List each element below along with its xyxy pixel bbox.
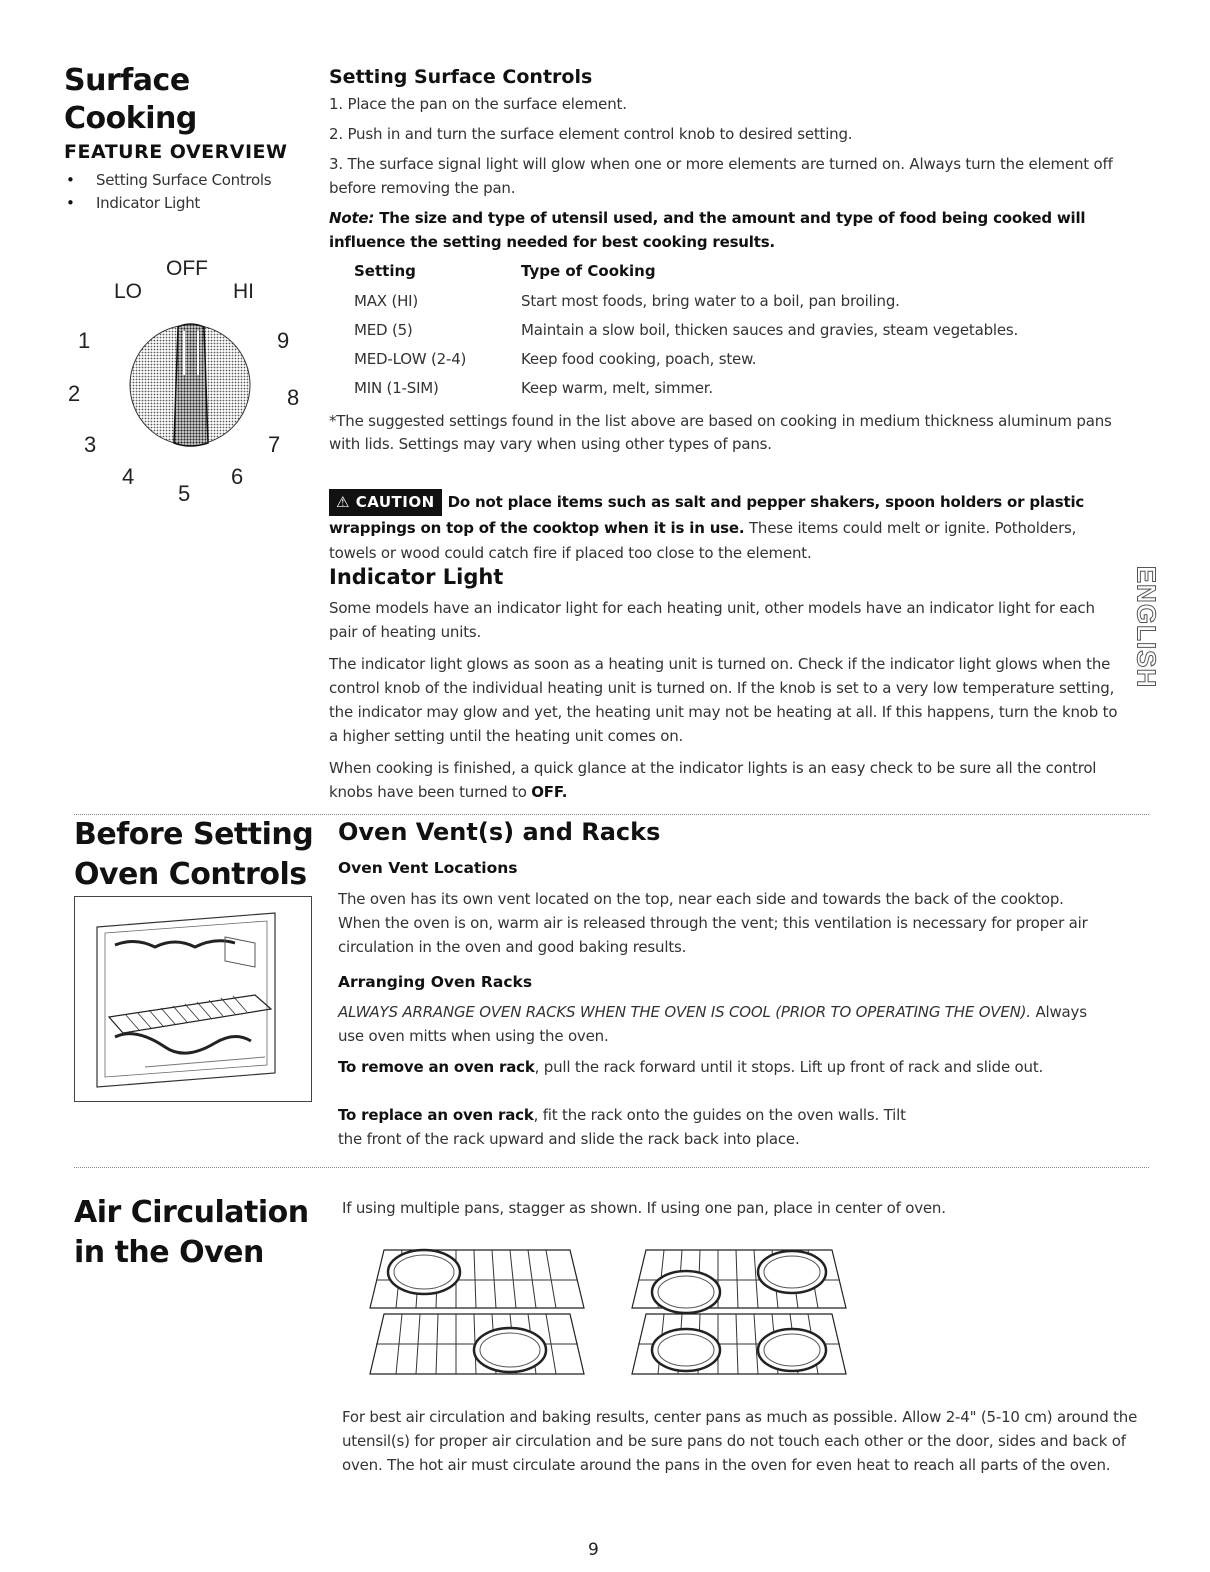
col-type-header: Type of Cooking [521, 262, 656, 280]
knob-label-8: 8 [287, 385, 300, 410]
caution-badge-label: CAUTION [355, 493, 435, 511]
step-2: 2. Push in and turn the surface element control knob to desired setting. [329, 125, 853, 143]
type-cell: Start most foods, bring water to a boil, pan broiling. [521, 292, 900, 310]
page-number: 9 [588, 1540, 599, 1560]
note-label: Note: [329, 209, 375, 227]
indicator-light-text [329, 596, 1119, 804]
oven-racks-illustration [75, 897, 311, 1101]
feature-item: • Setting Surface Controls [62, 169, 322, 192]
table-row [354, 350, 1018, 379]
setting-cell: MED-LOW (2-4) [354, 350, 467, 368]
caution-normal-text: These items could melt or ignite. Potholders, towels or wood could catch fire if placed too close to the element. [329, 519, 1077, 562]
setting-cell: MIN (1-SIM) [354, 379, 439, 397]
knob-label-off: OFF [166, 257, 208, 280]
arranging-warning: ALWAYS ARRANGE OVEN RACKS WHEN THE OVEN IS COOL (PRIOR TO OPERATING THE OVEN). [338, 1003, 1031, 1021]
oven-vents-title: Oven Vent(s) and Racks [338, 818, 661, 846]
arranging-note: Always use oven mitts when using the oven. [338, 1003, 1087, 1045]
indicator-p3-text: When cooking is finished, a quick glance at the indicator lights is an easy check to be sure all the control knobs have been turned to [329, 759, 1097, 801]
col-setting-header: Setting [354, 262, 416, 280]
knob-label-2: 2 [68, 381, 81, 406]
vent-locations-text: The oven has its own vent located on the top, near each side and towards the back of the cooktop. When the oven is on, warm air is released through the vent; this ventilation is necessary for proper air circulation in the oven and good baking results. [338, 890, 1088, 956]
air-circulation-title-line2: in the Oven [74, 1235, 264, 1270]
table-row [354, 379, 1018, 408]
indicator-p3-off: OFF. [531, 783, 568, 801]
type-cell: Maintain a slow boil, thicken sauces and gravies, steam vegetables. [521, 321, 1019, 339]
knob-label-3: 3 [84, 432, 97, 457]
knob-label-7: 7 [268, 432, 281, 457]
indicator-light-title: Indicator Light [329, 565, 504, 589]
feature-item: • Indicator Light [62, 192, 322, 215]
setting-cell: MED (5) [354, 321, 413, 339]
surface-cooking-title-line1: Surface [64, 63, 190, 98]
feature-overview-list [62, 169, 322, 215]
surface-cooking-title [64, 62, 197, 138]
knob-label-4: 4 [122, 464, 135, 489]
before-setting-title-line2: Oven Controls [74, 857, 307, 892]
rack-diagram-four-pans [624, 1242, 854, 1382]
settings-table [354, 262, 1018, 408]
arranging-racks-text [338, 1000, 1108, 1048]
type-cell: Keep warm, melt, simmer. [521, 379, 713, 397]
vent-locations-title: Oven Vent Locations [338, 859, 518, 877]
knob-icon [120, 315, 260, 455]
knob-label-1: 1 [78, 328, 91, 353]
replace-rack-instructions: , fit the rack onto the guides on the oven walls. Tilt the front of the rack upward and slide the rack back into place. [338, 1106, 906, 1148]
knob-label-lo: LO [114, 280, 143, 303]
step-3: 3. The surface signal light will glow when one or more elements are turned on. Always turn the element off before removing the pan. [329, 155, 1113, 197]
surface-cooking-title-line2: Cooking [64, 101, 197, 136]
rack-diagram-two-pans [362, 1242, 592, 1382]
step-1: 1. Place the pan on the surface element. [329, 95, 627, 113]
warning-icon: ⚠ [336, 493, 350, 511]
setting-surface-controls-steps [329, 92, 1119, 254]
remove-rack-instructions: , pull the rack forward until it stops. Lift up front of rack and slide out. [534, 1058, 1044, 1076]
remove-rack-text [338, 1055, 1108, 1079]
language-side-tab [1128, 565, 1164, 689]
table-row [354, 321, 1018, 350]
air-circulation-body: For best air circulation and baking results, center pans as much as possible. Allow 2-4" (5-10 cm) around the utensil(s) for proper air circulation and be sure pans do not touch each other or the door, sides and back of oven. The hot air must circulate around the pans in the oven for even heat to reach all parts of the oven. [342, 1408, 1138, 1474]
knob-label-5: 5 [178, 481, 191, 506]
arranging-racks-title: Arranging Oven Racks [338, 973, 533, 991]
caution-bold-text: Do not place items such as salt and pepper shakers, spoon holders or plastic wrappings on top of the cooktop when it is in use. [329, 493, 1085, 537]
replace-rack-label: To replace an oven rack [338, 1106, 534, 1124]
caution-paragraph [329, 489, 1119, 566]
indicator-p3 [329, 756, 1119, 804]
table-row [354, 292, 1018, 321]
control-knob-diagram [60, 255, 320, 505]
before-setting-title [74, 815, 313, 895]
air-circulation-title-line1: Air Circulation [74, 1195, 309, 1230]
indicator-p1: Some models have an indicator light for each heating unit, other models have an indicator light for each pair of heating units. [329, 599, 1095, 641]
feature-overview-title: FEATURE OVERVIEW [64, 141, 288, 163]
remove-rack-label: To remove an oven rack [338, 1058, 535, 1076]
caution-badge [329, 489, 442, 516]
language-side-tab-label: ENGLISH [1131, 565, 1162, 689]
air-circulation-title [74, 1193, 309, 1273]
settings-footnote: *The suggested settings found in the list above are based on cooking in medium thickness aluminum pans with lids. Settings may vary when using other types of pans. [329, 412, 1112, 453]
before-setting-title-line1: Before Setting [74, 817, 314, 852]
cooking-note [329, 206, 1119, 254]
note-text: The size and type of utensil used, and the amount and type of food being cooked will influence the setting needed for best cooking results. [329, 209, 1086, 251]
knob-label-9: 9 [277, 328, 290, 353]
indicator-p2: The indicator light glows as soon as a heating unit is turned on. Check if the indicator light glows when the control knob of the individual heating unit is turned on. If the knob is set to a very low temperature setting, the indicator may glow and yet, the heating unit may not be heating at all. If this happens, turn the knob to a higher setting until the heating unit comes on. [329, 655, 1118, 745]
oven-interior-figure [74, 896, 312, 1102]
setting-surface-controls-title: Setting Surface Controls [329, 66, 593, 88]
settings-table-header [354, 262, 1018, 292]
knob-label-hi: HI [233, 280, 254, 303]
air-circulation-intro: If using multiple pans, stagger as shown. If using one pan, place in center of oven. [342, 1199, 946, 1217]
knob-label-6: 6 [231, 464, 244, 489]
replace-rack-text [338, 1103, 908, 1151]
section-divider [74, 1167, 1149, 1168]
type-cell: Keep food cooking, poach, stew. [521, 350, 757, 368]
setting-cell: MAX (HI) [354, 292, 419, 310]
